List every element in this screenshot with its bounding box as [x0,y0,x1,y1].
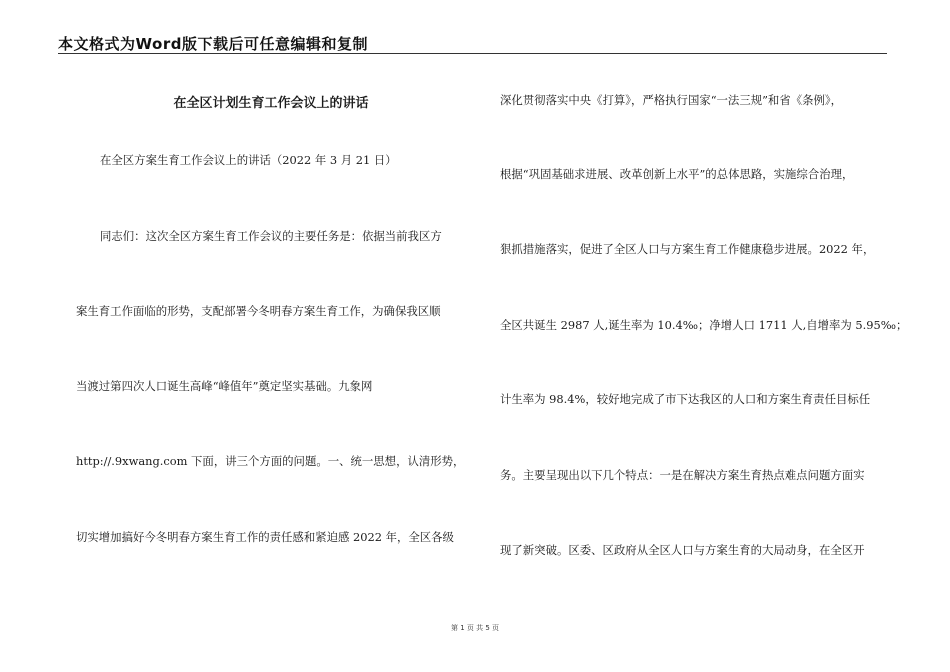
text-line: 狠抓措施落实，促进了全区人口与方案生育工作健康稳步进展。2022 年， [500,242,875,256]
text-line: 案生育工作面临的形势，支配部署今冬明春方案生育工作，为确保我区顺 [76,304,441,318]
text-line: 务。主要呈现出以下几个特点：一是在解决方案生育热点难点问题方面实 [500,468,865,482]
document-banner: 本文格式为Word版下载后可任意编辑和复制 [58,35,368,53]
text-line: 计生率为 98.4%，较好地完成了市下达我区的人口和方案生育责任目标任 [500,392,871,406]
text-line: 在全区方案生育工作会议上的讲话（2022 年 3 月 21 日） [100,153,397,167]
text-line: 现了新突破。区委、区政府从全区人口与方案生育的大局动身，在全区开 [500,543,865,557]
page-number: 第 1 页 共 5 页 [450,624,500,632]
text-line: http://.9xwang.com 下面，讲三个方面的问题。一、统一思想，认清形势， [76,454,465,468]
text-line: 全区共诞生 2987 人,诞生率为 10.4‰；净增人口 1711 人,自增率为 5.95‰； [500,318,908,332]
text-line: 同志们：这次全区方案生育工作会议的主要任务是：依据当前我区方 [100,229,442,243]
document-title: 在全区计划生育工作会议上的讲话 [173,96,369,111]
text-line: 根据“巩固基础求进展、改革创新上水平”的总体思路，实施综合治理， [500,167,854,181]
text-line: 深化贯彻落实中央《打算》，严格执行国家“一法三规”和省《条例》， [500,93,842,107]
text-line: 当渡过第四次人口诞生高峰“峰值年”奠定坚实基础。九象网 [76,379,373,393]
text-line: 切实增加搞好今冬明春方案生育工作的责任感和紧迫感 2022 年，全区各级 [76,530,454,544]
banner-divider [58,53,887,54]
